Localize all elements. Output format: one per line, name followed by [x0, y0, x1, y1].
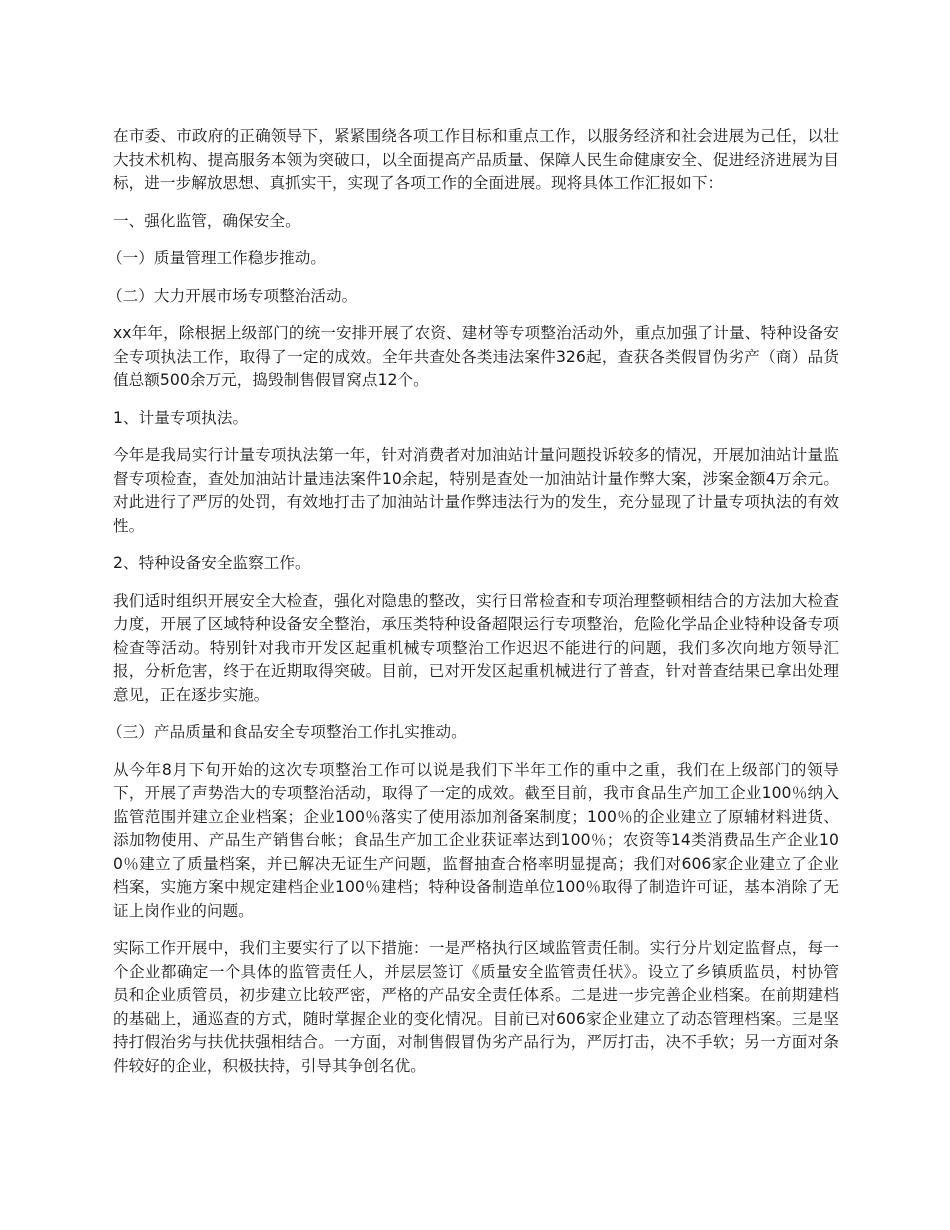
section-heading-1: 一、强化监管，确保安全。 — [113, 211, 301, 230]
item-heading-special-equipment: 2、特种设备安全监察工作。 — [113, 554, 311, 572]
subsection-heading-1: （一）质量管理工作稳步推动。 — [107, 249, 327, 267]
document-body — [107, 125, 839, 1092]
measures-paragraph: 实际工作开展中，我们主要实行了以下措施：一是严格执行区域监管责任制。实行分片划定监督点，每一个企业都确定一个具体的监管责任人，并层层签订《质量安全监管责任状》。设立了乡镇质监员，村协管员和企业质管员，初步建立比较严密，严格的产品安全责任体系。二是进一步完善企业档案。在前期建档的基础上，通巡查的方式，随时掌握企业的变化情况。目前已对606家企业建立了动态管理档案。三是坚持打假治劣与扶优扶强相结合。一方面，对制售假冒伪劣产品行为，严厉打击，决不手软；另一方面对条件较好的企业，积极扶持，引导其争创名优。 — [113, 939, 839, 1075]
subsection-heading-3: （三）产品质量和食品安全专项整治工作扎实推动。 — [107, 723, 467, 741]
food-safety-paragraph: 从今年8月下旬开始的这次专项整治工作可以说是我们下半年工作的重中之重，我们在上级部门的领导下，开展了声势浩大的专项整治活动，取得了一定的成效。截至目前，我市食品生产加工企业100％纳入监管范围并建立企业档案；企业100％落实了使用添加剂备案制度；100％的企业建立了原辅材料进货、添加物使用、产品生产销售台帐；食品生产加工企业获证率达到100％；农资等14类消费品生产企业100％建立了质量档案，并已解决无证生产问题，监督抽查合格率明显提高；我们对606家企业建立了企业档案，实施方案中规定建档企业100％建档；特种设备制造单位100％取得了制造许可证，基本消除了无证上岗作业的问题。 — [113, 760, 839, 920]
special-equipment-paragraph: 我们适时组织开展安全大检查，强化对隐患的整改，实行日常检查和专项治理整顿相结合的方法加大检查力度，开展了区域特种设备安全整治，承压类特种设备超限运行专项整治，危险化学品企业特种设备专项检查等活动。特别针对我市开发区起重机械专项整治工作迟迟不能进行的问题，我们多次向地方领导汇报，分析危害，终于在近期取得突破。目前，已对开发区起重机械进行了普查，针对普查结果已拿出处理意见，正在逐步实施。 — [113, 591, 839, 704]
item-heading-metrology: 1、计量专项执法。 — [113, 408, 249, 427]
metrology-paragraph: 今年是我局实行计量专项执法第一年，针对消费者对加油站计量问题投诉较多的情况，开展加油站计量监督专项检查，查处加油站计量违法案件10余起，特别是查处一加油站计量作弊大案，涉案金额4万余元。对此进行了严厉的处罚，有效地打击了加油站计量作弊违法行为的发生，充分显现了计量专项执法的有效性。 — [113, 446, 839, 535]
enforcement-summary-paragraph: xx年年，除根据上级部门的统一安排开展了农资、建材等专项整治活动外，重点加强了计量、特种设备安全专项执法工作，取得了一定的成效。全年共查处各类违法案件326起，查获各类假冒伪劣产（商）品货值总额500余万元，捣毁制售假冒窝点12个。 — [113, 324, 839, 389]
subsection-heading-2: （二）大力开展市场专项整治活动。 — [107, 286, 358, 305]
intro-paragraph: 在市委、市政府的正确领导下，紧紧围绕各项工作目标和重点工作，以服务经济和社会进展为己任，以壮大技术机构、提高服务本领为突破口，以全面提高产品质量、保障人民生命健康安全、促进经济进展为目标，进一步解放思想、真抓实干，实现了各项工作的全面进展。现将具体工作汇报如下： — [113, 127, 839, 192]
